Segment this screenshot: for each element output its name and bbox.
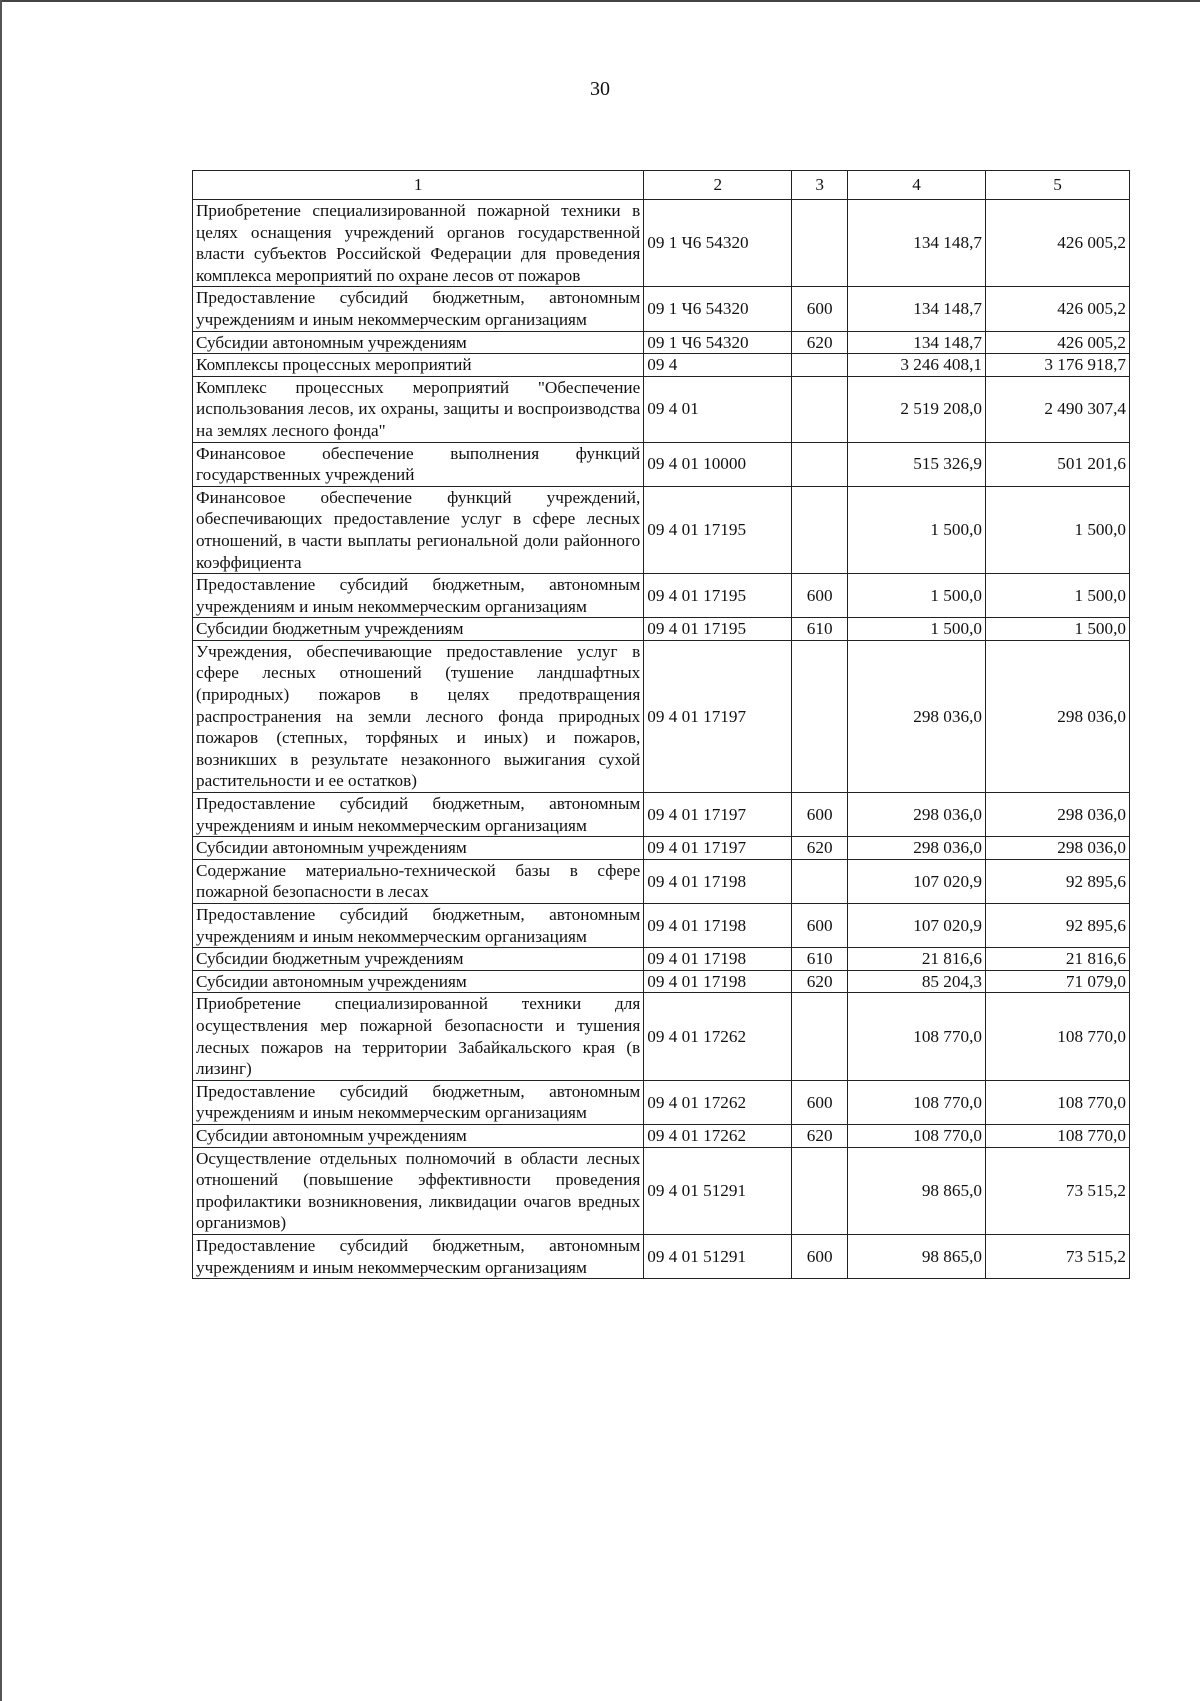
table-row	[193, 1147, 1130, 1234]
table-row	[193, 618, 1130, 641]
table-row	[193, 948, 1130, 971]
row-code-cell: 09 4 01 17195	[644, 486, 792, 573]
row-name-cell: Субсидии автономным учреждениям	[193, 837, 644, 860]
table-row	[193, 859, 1130, 903]
row-name-cell: Предоставление субсидий бюджетным, автономным учреждениям и иным некоммерческим организациям	[193, 287, 644, 331]
row-year1-amount-cell: 298 036,0	[848, 837, 986, 860]
row-expense-type-cell: 620	[792, 1124, 848, 1147]
row-name-cell: Субсидии бюджетным учреждениям	[193, 618, 644, 641]
table-row	[193, 354, 1130, 377]
row-name-cell: Финансовое обеспечение выполнения функций государственных учреждений	[193, 442, 644, 486]
row-expense-type-cell	[792, 200, 848, 287]
row-code-cell: 09 4 01 17198	[644, 904, 792, 948]
table-row	[193, 904, 1130, 948]
row-code-cell: 09 4 01 17262	[644, 1124, 792, 1147]
row-expense-type-cell	[792, 376, 848, 442]
row-name-cell: Осуществление отдельных полномочий в области лесных отношений (повышение эффективности проведения профилактики возникновения, ликвидации очагов вредных организмов)	[193, 1147, 644, 1234]
table-row	[193, 376, 1130, 442]
row-name-cell: Субсидии автономным учреждениям	[193, 1124, 644, 1147]
row-code-cell: 09 4 01	[644, 376, 792, 442]
row-year1-amount-cell: 107 020,9	[848, 859, 986, 903]
row-year2-amount-cell: 71 079,0	[985, 970, 1129, 993]
row-year1-amount-cell: 298 036,0	[848, 640, 986, 792]
row-name-cell: Предоставление субсидий бюджетным, автономным учреждениям и иным некоммерческим организациям	[193, 904, 644, 948]
table-row	[193, 793, 1130, 837]
row-name-cell: Субсидии бюджетным учреждениям	[193, 948, 644, 971]
table-row	[193, 200, 1130, 287]
row-code-cell: 09 4 01 17262	[644, 993, 792, 1080]
row-code-cell: 09 4 01 10000	[644, 442, 792, 486]
row-year2-amount-cell: 426 005,2	[985, 331, 1129, 354]
row-year2-amount-cell: 298 036,0	[985, 640, 1129, 792]
row-name-cell: Предоставление субсидий бюджетным, автономным учреждениям и иным некоммерческим организациям	[193, 793, 644, 837]
row-year1-amount-cell: 134 148,7	[848, 331, 986, 354]
row-year1-amount-cell: 298 036,0	[848, 793, 986, 837]
row-year1-amount-cell: 134 148,7	[848, 200, 986, 287]
row-year2-amount-cell: 92 895,6	[985, 859, 1129, 903]
row-expense-type-cell	[792, 1147, 848, 1234]
row-expense-type-cell: 610	[792, 618, 848, 641]
row-code-cell: 09 4	[644, 354, 792, 377]
row-year1-amount-cell: 1 500,0	[848, 574, 986, 618]
table-row	[193, 1124, 1130, 1147]
row-code-cell: 09 4 01 51291	[644, 1234, 792, 1278]
row-year1-amount-cell: 134 148,7	[848, 287, 986, 331]
row-year2-amount-cell: 3 176 918,7	[985, 354, 1129, 377]
row-name-cell: Предоставление субсидий бюджетным, автономным учреждениям и иным некоммерческим организациям	[193, 1234, 644, 1278]
row-expense-type-cell	[792, 354, 848, 377]
header-cell: 3	[792, 171, 848, 200]
table-row	[193, 640, 1130, 792]
row-year1-amount-cell: 107 020,9	[848, 904, 986, 948]
row-name-cell: Приобретение специализированной пожарной техники в целях оснащения учреждений органов государственной власти субъектов Российской Федерации для проведения комплекса мероприятий по охране лесов от пожаров	[193, 200, 644, 287]
table-row	[193, 1234, 1130, 1278]
row-name-cell: Учреждения, обеспечивающие предоставление услуг в сфере лесных отношений (тушение ландшафтных (природных) пожаров в целях предотвращения распространения на земли лесного фонда природных пожаров (степных, торфяных и иных) и пожаров, возникших в результате незаконного выжигания сухой растительности и ее остатков)	[193, 640, 644, 792]
row-year2-amount-cell: 108 770,0	[985, 1080, 1129, 1124]
row-expense-type-cell: 600	[792, 1080, 848, 1124]
row-code-cell: 09 4 01 17198	[644, 948, 792, 971]
row-year1-amount-cell: 1 500,0	[848, 486, 986, 573]
row-year2-amount-cell: 108 770,0	[985, 1124, 1129, 1147]
row-year2-amount-cell: 426 005,2	[985, 200, 1129, 287]
row-year2-amount-cell: 2 490 307,4	[985, 376, 1129, 442]
row-year2-amount-cell: 1 500,0	[985, 486, 1129, 573]
row-year1-amount-cell: 108 770,0	[848, 1124, 986, 1147]
row-expense-type-cell: 610	[792, 948, 848, 971]
row-year2-amount-cell: 1 500,0	[985, 618, 1129, 641]
row-year1-amount-cell: 3 246 408,1	[848, 354, 986, 377]
row-year2-amount-cell: 92 895,6	[985, 904, 1129, 948]
row-name-cell: Комплекс процессных мероприятий "Обеспечение использования лесов, их охраны, защиты и воспроизводства на землях лесного фонда"	[193, 376, 644, 442]
row-year1-amount-cell: 2 519 208,0	[848, 376, 986, 442]
row-name-cell: Комплексы процессных мероприятий	[193, 354, 644, 377]
row-year1-amount-cell: 108 770,0	[848, 1080, 986, 1124]
row-name-cell: Финансовое обеспечение функций учреждений, обеспечивающих предоставление услуг в сфере лесных отношений, в части выплаты региональной доли районного коэффициента	[193, 486, 644, 573]
row-code-cell: 09 4 01 17197	[644, 640, 792, 792]
row-code-cell: 09 4 01 17198	[644, 859, 792, 903]
table-row	[193, 970, 1130, 993]
table-row	[193, 1080, 1130, 1124]
table-row	[193, 331, 1130, 354]
row-expense-type-cell: 620	[792, 970, 848, 993]
row-code-cell: 09 4 01 17195	[644, 618, 792, 641]
row-code-cell: 09 4 01 17197	[644, 793, 792, 837]
header-cell: 1	[193, 171, 644, 200]
row-name-cell: Приобретение специализированной техники для осуществления мер пожарной безопасности и тушения лесных пожаров на территории Забайкальского края (в лизинг)	[193, 993, 644, 1080]
page-number: 30	[590, 78, 610, 100]
row-year2-amount-cell: 1 500,0	[985, 574, 1129, 618]
header-cell: 5	[985, 171, 1129, 200]
row-year1-amount-cell: 515 326,9	[848, 442, 986, 486]
row-expense-type-cell: 620	[792, 331, 848, 354]
row-code-cell: 09 4 01 17262	[644, 1080, 792, 1124]
row-year1-amount-cell: 1 500,0	[848, 618, 986, 641]
row-year2-amount-cell: 426 005,2	[985, 287, 1129, 331]
row-code-cell: 09 1 Ч6 54320	[644, 200, 792, 287]
table-row	[193, 993, 1130, 1080]
row-expense-type-cell	[792, 859, 848, 903]
row-expense-type-cell: 600	[792, 904, 848, 948]
row-name-cell: Субсидии автономным учреждениям	[193, 970, 644, 993]
table-row	[193, 442, 1130, 486]
row-expense-type-cell	[792, 442, 848, 486]
row-year2-amount-cell: 73 515,2	[985, 1147, 1129, 1234]
row-expense-type-cell	[792, 486, 848, 573]
row-year1-amount-cell: 108 770,0	[848, 993, 986, 1080]
row-name-cell: Предоставление субсидий бюджетным, автономным учреждениям и иным некоммерческим организациям	[193, 574, 644, 618]
table-row	[193, 837, 1130, 860]
row-year1-amount-cell: 85 204,3	[848, 970, 986, 993]
budget-table	[192, 170, 1130, 1279]
table-row	[193, 287, 1130, 331]
table-row	[193, 486, 1130, 573]
row-year2-amount-cell: 298 036,0	[985, 793, 1129, 837]
row-year2-amount-cell: 73 515,2	[985, 1234, 1129, 1278]
row-name-cell: Предоставление субсидий бюджетным, автономным учреждениям и иным некоммерческим организациям	[193, 1080, 644, 1124]
row-year1-amount-cell: 21 816,6	[848, 948, 986, 971]
row-expense-type-cell	[792, 640, 848, 792]
row-year2-amount-cell: 298 036,0	[985, 837, 1129, 860]
header-cell: 4	[848, 171, 986, 200]
row-expense-type-cell: 600	[792, 287, 848, 331]
row-code-cell: 09 4 01 17195	[644, 574, 792, 618]
row-expense-type-cell: 620	[792, 837, 848, 860]
row-year1-amount-cell: 98 865,0	[848, 1234, 986, 1278]
table-row	[193, 574, 1130, 618]
row-code-cell: 09 4 01 17197	[644, 837, 792, 860]
row-code-cell: 09 1 Ч6 54320	[644, 331, 792, 354]
row-year1-amount-cell: 98 865,0	[848, 1147, 986, 1234]
row-expense-type-cell	[792, 993, 848, 1080]
row-code-cell: 09 4 01 51291	[644, 1147, 792, 1234]
row-name-cell: Субсидии автономным учреждениям	[193, 331, 644, 354]
table-body	[193, 200, 1130, 1279]
row-expense-type-cell: 600	[792, 1234, 848, 1278]
row-year2-amount-cell: 21 816,6	[985, 948, 1129, 971]
header-cell: 2	[644, 171, 792, 200]
row-code-cell: 09 4 01 17198	[644, 970, 792, 993]
row-code-cell: 09 1 Ч6 54320	[644, 287, 792, 331]
row-name-cell: Содержание материально-технической базы в сфере пожарной безопасности в лесах	[193, 859, 644, 903]
scan-edge-top	[0, 0, 1200, 8]
row-expense-type-cell: 600	[792, 574, 848, 618]
row-expense-type-cell: 600	[792, 793, 848, 837]
row-year2-amount-cell: 501 201,6	[985, 442, 1129, 486]
table-header-row	[193, 171, 1130, 200]
row-year2-amount-cell: 108 770,0	[985, 993, 1129, 1080]
scan-edge-left	[0, 0, 2, 1701]
